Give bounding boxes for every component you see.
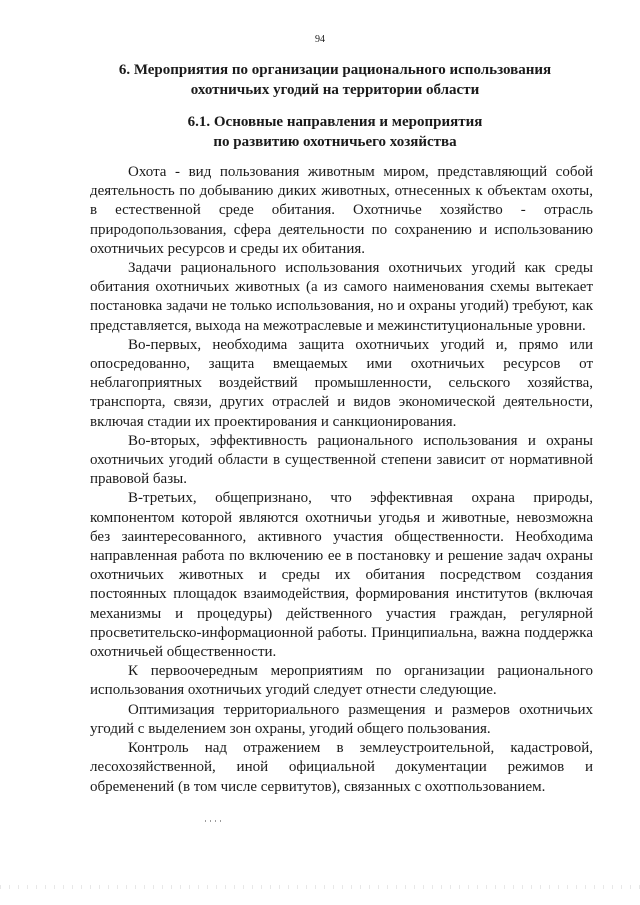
- paragraph: Задачи рационального использования охотничьих угодий как среды обитания охотничьих животных (а из самого наименования схемы вытекает постановка задачи не только использования, но и охраны угодий) требуют, как представляется, выхода на межотраслевые и межинституциональные уровни.: [90, 260, 593, 334]
- paragraph: К первоочередным мероприятиям по организации рационального использования охотничьих угодий следует отнести следующие.: [90, 663, 593, 699]
- paragraph: Охота - вид пользования животным миром, представляющий собой деятельность по добыванию диких животных, отнесенных к объектам охоты, в естественной среде обитания. Охотничье хозяйство - отрасль природопользования, сфера деятельности по сохранению и использованию охотничьих ресурсов и среды их обитания.: [90, 164, 593, 257]
- section-heading-line-2: охотничьих угодий на территории области: [190, 82, 480, 98]
- scan-artifact-mark: [205, 820, 225, 822]
- subsection-heading: [80, 112, 590, 152]
- paragraph: В-третьих, общепризнано, что эффективная охрана природы, компонентом которой являются охотничьи угодья и животные, невозможна без заинтересованного, активного участия общественности. Необходима направленная работа по включению ее в постановку и решение задач охраны охотничьих животных и среды их обитания посредством создания постоянных площадок взаимодействия, формирования институтов (включая механизмы и процедуры) действенного участия граждан, регулярной просветительско-информационной работы. Принципиальна, важна поддержка охотничьей общественности.: [90, 490, 593, 661]
- paragraph: Оптимизация территориального размещения и размеров охотничьих угодий с выделением зон охраны, угодий общего пользования.: [90, 701, 593, 737]
- paragraph: Во-первых, необходима защита охотничьих угодий и, прямо или опосредованно, защита вмещаемых ими охотничьих ресурсов от неблагоприятных воздействий промышленности, сельского хозяйства, транспорта, связи, других отраслей и видов экономической деятельности, включая стадии их проектирования и санкционирования.: [90, 336, 593, 430]
- page-number: 94: [315, 34, 325, 45]
- subsection-heading-line-1: 6.1. Основные направления и мероприятия: [187, 114, 483, 130]
- body-text: [90, 163, 593, 797]
- paragraph: Контроль над отражением в землеустроительной, кадастровой, лесохозяйственной, иной официальной документации режимов и обременений (в том числе сервитутов), связанных с охотпользованием.: [90, 740, 593, 795]
- scan-artifact-border: [0, 885, 640, 889]
- section-heading: [80, 60, 590, 100]
- subsection-heading-line-2: по развитию охотничьего хозяйства: [213, 134, 457, 150]
- paragraph: Во-вторых, эффективность рационального использования и охраны охотничьих угодий области в существенной степени зависит от нормативной правовой базы.: [90, 432, 593, 488]
- section-heading-line-1: 6. Мероприятия по организации рационального использования: [118, 62, 552, 78]
